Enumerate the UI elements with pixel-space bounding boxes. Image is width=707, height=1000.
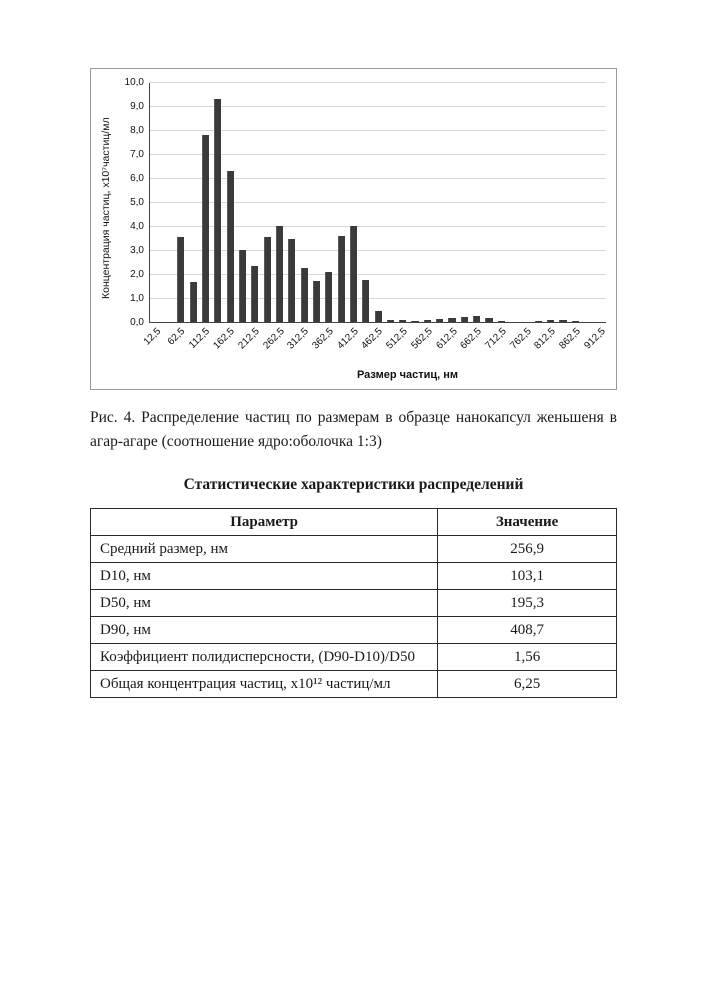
bar-slot [175,83,187,322]
figure-caption: Рис. 4. Распределение частиц по размерам в образце нанокапсул женьшеня в агар-агаре (соотношение ядро:оболочка 1:3) [90,409,617,451]
x-tick-label: 812,5 [532,326,559,352]
bar-slot [581,83,593,322]
bar-slot [397,83,409,322]
x-axis-title: Размер частиц, нм [356,369,459,381]
x-tick-label: 662,5 [458,326,485,352]
table-row [91,644,617,671]
bar-slot [569,83,581,322]
x-tick-label: 112,5 [187,326,213,351]
bar [411,321,418,322]
bar-slot [495,83,507,322]
bar [448,318,455,322]
bar-slot [323,83,335,322]
table-row [91,671,617,698]
bar [177,237,184,322]
x-tick-label: 712,5 [483,326,509,352]
x-tick-label: 412,5 [335,326,361,352]
bar [424,320,431,322]
bar [214,99,221,322]
bar-slot [224,83,236,322]
bar [559,320,566,322]
bar [535,321,542,322]
bar [473,316,480,322]
x-tick-label: 512,5 [384,326,410,352]
parameter-cell: Средний размер, нм [91,536,438,563]
bar-chart [99,77,608,381]
x-tick-label: 12,5 [141,326,163,348]
x-axis-tick-labels [141,323,608,369]
value-cell: 103,1 [438,563,617,590]
bar-slot [520,83,532,322]
x-tick-label: 312,5 [285,326,312,352]
x-tick-label: 562,5 [409,326,435,352]
y-tick-label: 7,0 [130,149,144,160]
bar [436,319,443,322]
value-cell: 195,3 [438,590,617,617]
bar-slot [471,83,483,322]
bar [301,268,308,322]
parameter-cell: Коэффициент полидисперсности, (D90-D10)/D50 [91,644,438,671]
y-tick-label: 2,0 [130,269,144,280]
bar-slot [532,83,544,322]
parameter-cell: Общая концентрация частиц, х10¹² частиц/мл [91,671,438,698]
bar [264,237,271,322]
bar-slot [286,83,298,322]
table-row [91,590,617,617]
bar-slot [434,83,446,322]
parameter-cell: D50, нм [91,590,438,617]
parameter-cell: D10, нм [91,563,438,590]
y-tick-label: 9,0 [130,101,144,112]
y-tick-label: 1,0 [130,293,144,304]
bar-slot [162,83,174,322]
bar-slot [384,83,396,322]
bar [325,272,332,322]
x-tick-label: 162,5 [211,326,238,352]
y-tick-label: 0,0 [130,317,144,328]
x-tick-label: 212,5 [236,326,262,352]
bar-slot [310,83,322,322]
table-row [91,536,617,563]
bar [485,318,492,322]
bar-slot [446,83,458,322]
y-axis-title: Концентрация частиц, х10⁷частиц/мл [100,117,112,299]
y-tick-label: 5,0 [130,197,144,208]
bar-slot [483,83,495,322]
bar-slot [557,83,569,322]
y-tick-label: 4,0 [130,221,144,232]
x-tick-label: 762,5 [508,326,534,352]
bar [399,320,406,322]
bar-slot [508,83,520,322]
y-tick-label: 6,0 [130,173,144,184]
bar [547,320,554,322]
bar [276,226,283,322]
bar [251,266,258,322]
x-tick-label: 362,5 [310,326,336,352]
plot-area [149,83,606,323]
table-row [91,563,617,590]
bar-slot [150,83,162,322]
bar [387,320,394,322]
bar [362,280,369,322]
bar [190,282,197,322]
bar-slot [261,83,273,322]
bar [288,239,295,322]
plot-column [141,83,608,381]
bar [375,311,382,322]
bar [227,171,234,322]
bar [313,281,320,322]
bar [572,321,579,322]
x-tick-label: 462,5 [359,326,386,352]
y-axis-ticks [115,77,149,328]
header-value: Значение [438,509,617,536]
y-tick-label: 10,0 [124,77,144,88]
bar-slot [236,83,248,322]
bar-slot [249,83,261,322]
x-tick-label: 262,5 [260,326,287,352]
bar-slot [594,83,606,322]
x-tick-label: 912,5 [582,326,608,352]
stats-table-title: Статистические характеристики распределений [183,476,524,494]
value-cell: 408,7 [438,617,617,644]
bar-slot [187,83,199,322]
bar [202,135,209,322]
y-tick-label: 8,0 [130,125,144,136]
particle-distribution-figure [90,68,617,390]
table-row [91,617,617,644]
bar-slot [298,83,310,322]
x-tick-label: 862,5 [557,326,583,352]
y-tick-label: 3,0 [130,245,144,256]
bar-slot [545,83,557,322]
stats-table [90,508,617,698]
bar-slot [199,83,211,322]
parameter-cell: D90, нм [91,617,438,644]
bar-slot [335,83,347,322]
bar-slot [347,83,359,322]
x-tick-label: 612,5 [433,326,460,352]
bar-slot [372,83,384,322]
bar [338,236,345,322]
bar-slot [273,83,285,322]
table-header-row [91,509,617,536]
value-cell: 1,56 [438,644,617,671]
header-parameter: Параметр [91,509,438,536]
bar [239,250,246,322]
bar-slot [421,83,433,322]
bars-container [150,83,606,322]
bar-slot [458,83,470,322]
bar [461,317,468,322]
bar-slot [409,83,421,322]
x-tick-label: 62,5 [166,326,188,348]
bar [498,321,505,322]
bar-slot [212,83,224,322]
value-cell: 256,9 [438,536,617,563]
bar-slot [360,83,372,322]
value-cell: 6,25 [438,671,617,698]
bar [350,226,357,322]
